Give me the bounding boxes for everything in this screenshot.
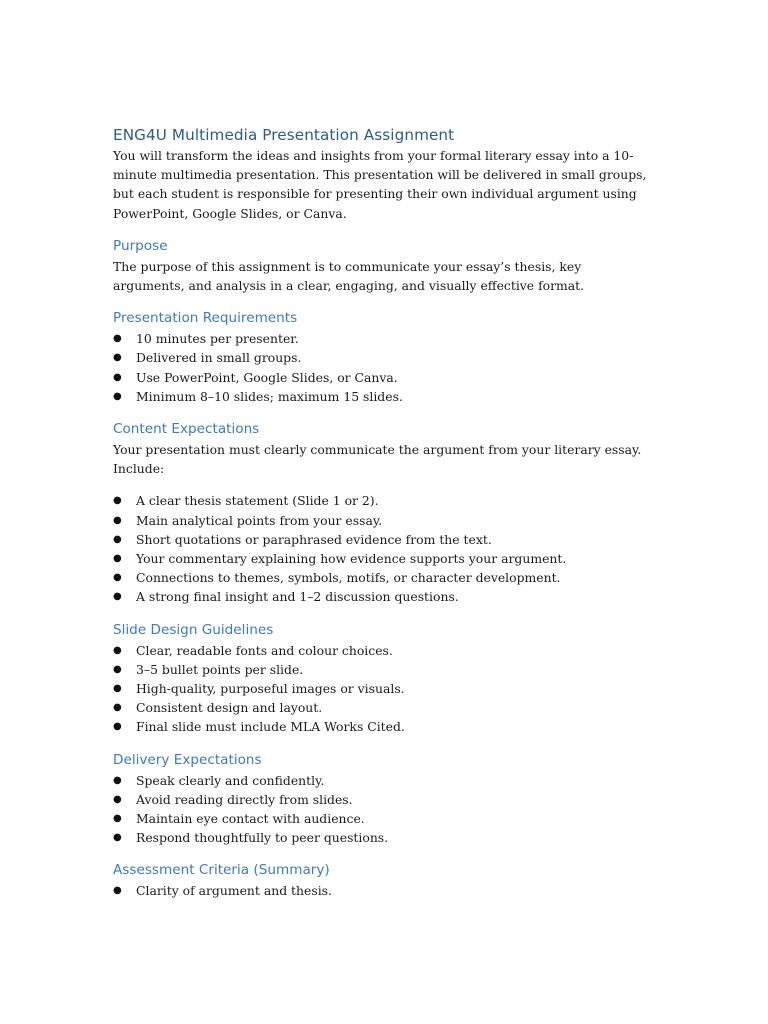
bullet-icon: ● [113,591,122,603]
list-item [113,771,653,790]
design-list [113,641,653,737]
list-item [113,809,653,828]
list-item-text: Short quotations or paraphrased evidence from the text. [136,531,492,547]
list-item-text: Your commentary explaining how evidence supports your argument. [136,551,567,567]
list-item [113,549,653,568]
heading-assessment: Assessment Criteria (Summary) [113,862,330,879]
bullet-icon: ● [113,832,122,844]
bullet-icon: ● [113,793,122,805]
requirements-list [113,329,653,406]
content-paragraph: Your presentation must clearly communicate the argument from your literary essay. Include: [113,442,642,477]
bullet-icon: ● [113,813,122,825]
bullet-icon: ● [113,333,122,345]
bullet-icon: ● [113,514,122,526]
list-item-text: 10 minutes per presenter. [136,331,299,347]
list-item-text: Maintain eye contact with audience. [136,811,365,827]
purpose-paragraph: The purpose of this assignment is to communicate your essay’s thesis, key arguments, and analysis in a clear, engaging, and visually effective format. [113,258,585,294]
bullet-icon: ● [113,390,122,402]
list-item-text: High-quality, purposeful images or visuals. [136,681,405,697]
list-item [113,717,653,736]
list-item [113,881,653,900]
list-item [113,828,653,847]
bullet-icon: ● [113,885,122,897]
list-item-text: Delivered in small groups. [136,350,302,366]
list-item [113,329,653,348]
list-item [113,368,653,387]
bullet-icon: ● [113,352,122,364]
list-item [113,641,653,660]
list-item [113,679,653,698]
heading-purpose: Purpose [113,237,168,254]
bullet-icon: ● [113,553,122,565]
list-item-text: Clarity of argument and thesis. [136,883,332,899]
content-list [113,491,653,606]
bullet-icon: ● [113,683,122,695]
list-item [113,530,653,549]
list-item-text: Connections to themes, symbols, motifs, or character development. [136,570,561,586]
bullet-icon: ● [113,663,122,675]
assessment-list [113,881,653,900]
bullet-icon: ● [113,644,122,656]
bullet-icon: ● [113,702,122,714]
heading-delivery: Delivery Expectations [113,751,262,768]
list-item [113,587,653,606]
bullet-icon: ● [113,572,122,584]
delivery-list [113,771,653,848]
document-page [113,124,653,901]
list-item-text: Avoid reading directly from slides. [136,791,353,807]
heading-content: Content Expectations [113,421,260,438]
bullet-icon: ● [113,495,122,507]
list-item-text: 3–5 bullet points per slide. [136,661,304,677]
list-item-text: Speak clearly and confidently. [136,772,325,788]
list-item-text: A clear thesis statement (Slide 1 or 2). [136,493,379,509]
list-item-text: Clear, readable fonts and colour choices. [136,642,393,658]
list-item [113,660,653,679]
heading-design: Slide Design Guidelines [113,621,274,638]
list-item-text: Main analytical points from your essay. [136,512,383,528]
list-item-text: Consistent design and layout. [136,700,323,716]
list-item-text: Minimum 8–10 slides; maximum 15 slides. [136,388,403,404]
list-item-text: A strong final insight and 1–2 discussion questions. [136,589,459,605]
page-title: ENG4U Multimedia Presentation Assignment [113,126,455,144]
list-item [113,491,653,510]
list-item-text: Respond thoughtfully to peer questions. [136,830,389,846]
bullet-icon: ● [113,721,122,733]
bullet-icon: ● [113,533,122,545]
list-item-text: Use PowerPoint, Google Slides, or Canva. [136,369,398,385]
list-item-text: Final slide must include MLA Works Cited. [136,719,405,735]
list-item [113,511,653,530]
intro-paragraph: You will transform the ideas and insights from your formal literary essay into a 10-minute multimedia presentation. This presentation will be delivered in small groups, but each student is responsible for presenting their own individual argument using PowerPoint, Google Slides, or Canva. [113,148,647,221]
list-item [113,790,653,809]
list-item [113,387,653,406]
bullet-icon: ● [113,774,122,786]
list-item [113,698,653,717]
bullet-icon: ● [113,371,122,383]
list-item [113,568,653,587]
heading-requirements: Presentation Requirements [113,310,298,327]
list-item [113,348,653,367]
